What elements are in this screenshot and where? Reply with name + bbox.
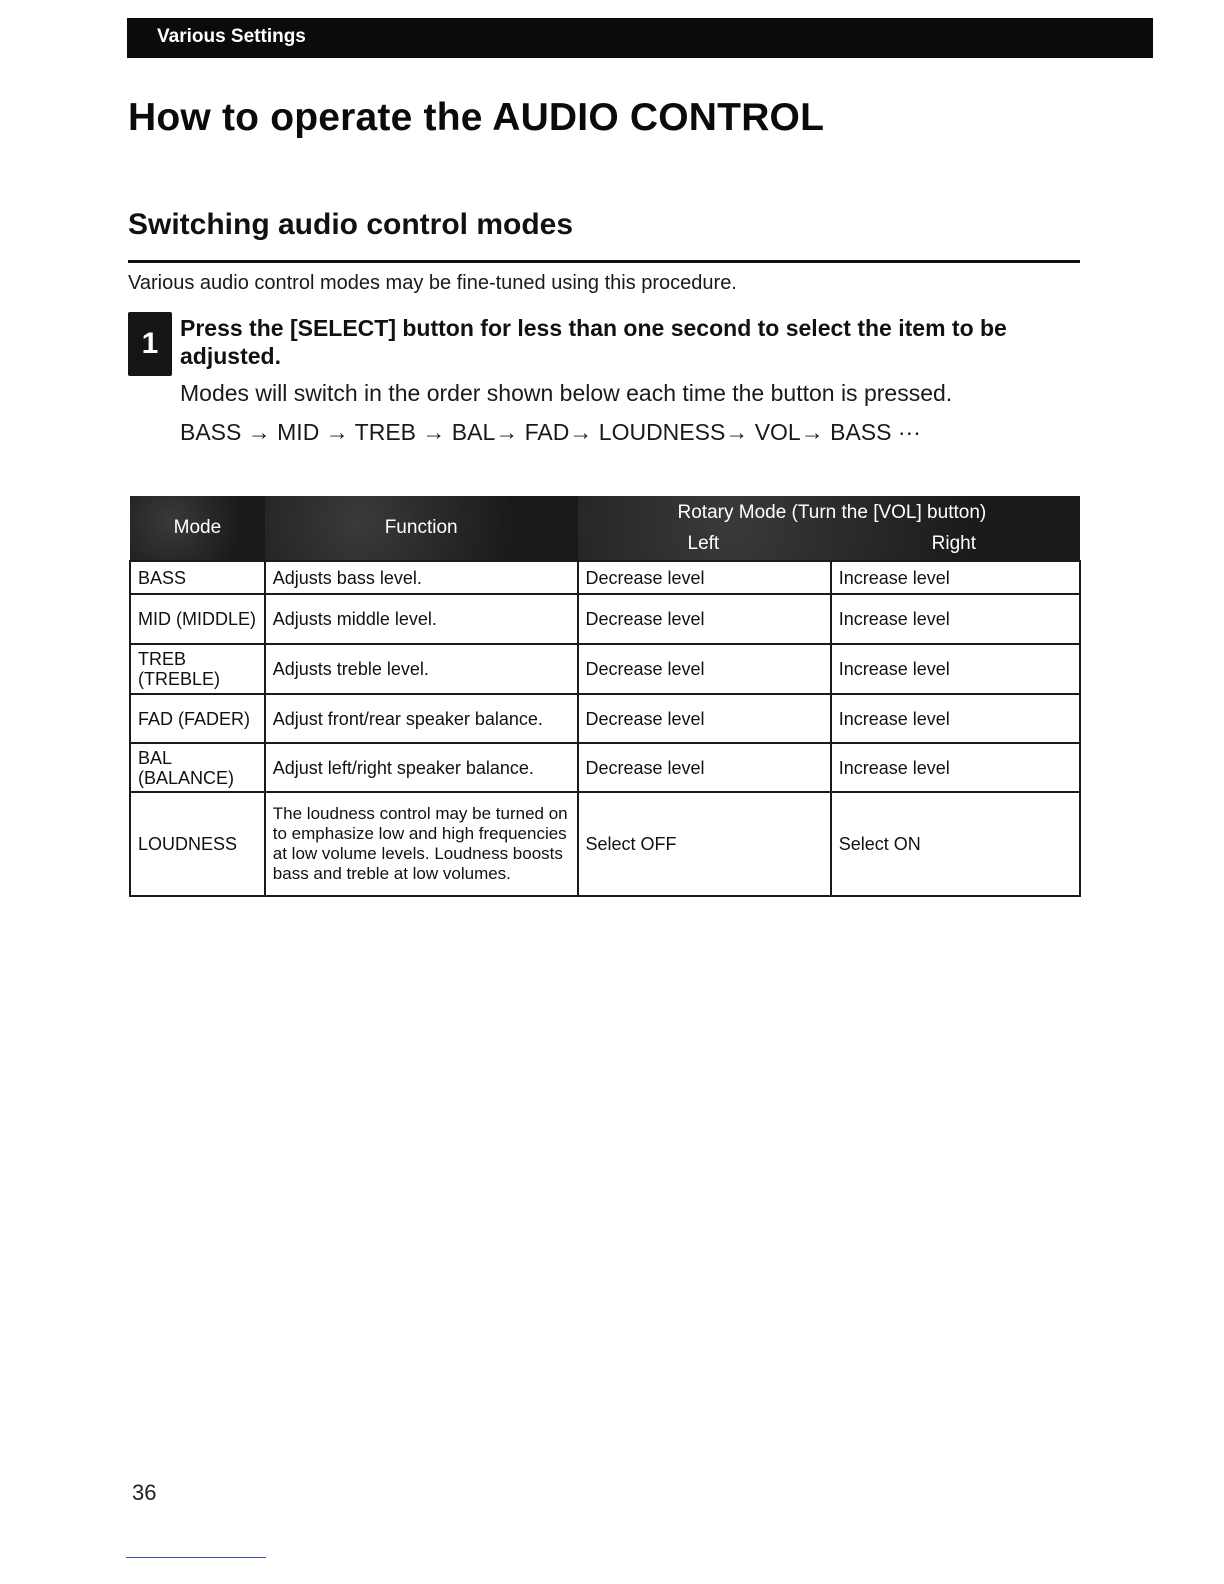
cell-mode: TREB (TREBLE) [130, 644, 265, 694]
cell-left: Select OFF [578, 792, 831, 896]
section-header-bar [127, 18, 1153, 58]
header-left: Left [687, 533, 720, 554]
intro-text: Various audio control modes may be fine-tuned using this procedure. [128, 272, 737, 294]
header-right: Right [931, 533, 976, 554]
table-row [130, 561, 1080, 594]
cell-function: Adjusts treble level. [265, 644, 578, 694]
cell-right: Increase level [831, 561, 1080, 594]
cell-mode: FAD (FADER) [130, 694, 265, 743]
step-title: Press the [SELECT] button for less than one second to select the item to be adjusted. [180, 315, 1007, 369]
section-heading: Switching audio control modes [128, 208, 574, 241]
header-mode: Mode [130, 496, 265, 561]
cell-mode: LOUDNESS [130, 792, 265, 896]
cell-right: Increase level [831, 594, 1080, 644]
page-number: 36 [132, 1480, 157, 1505]
header-function: Function [265, 496, 578, 561]
cell-left: Decrease level [578, 694, 831, 743]
cell-function: Adjusts middle level. [265, 594, 578, 644]
cell-right: Increase level [831, 644, 1080, 694]
page-title: How to operate the AUDIO CONTROL [128, 96, 825, 139]
table-row [130, 694, 1080, 743]
cell-mode: BAL (BALANCE) [130, 743, 265, 792]
table-row [130, 743, 1080, 792]
table-header-row [130, 496, 1080, 561]
cell-mode: BASS [130, 561, 265, 594]
cell-function: The loudness control may be turned on to emphasize low and high frequencies at low volume levels. Loudness boosts bass and treble at low volumes. [265, 792, 578, 896]
cell-right: Select ON [831, 792, 1080, 896]
cell-left: Decrease level [578, 743, 831, 792]
step-number-badge: 1 [128, 312, 172, 376]
step-description: Modes will switch in the order shown below each time the button is pressed. [180, 380, 953, 406]
table-row [130, 594, 1080, 644]
section-label: Various Settings [157, 26, 306, 47]
cell-right: Increase level [831, 694, 1080, 743]
table-row [130, 644, 1080, 694]
header-rotary-mode [578, 496, 1081, 561]
cell-function: Adjust left/right speaker balance. [265, 743, 578, 792]
cell-right: Increase level [831, 743, 1080, 792]
cell-mode: MID (MIDDLE) [130, 594, 265, 644]
table-row [130, 792, 1080, 896]
cell-function: Adjust front/rear speaker balance. [265, 694, 578, 743]
audio-settings-table [129, 496, 1081, 897]
cell-left: Decrease level [578, 561, 831, 594]
cell-left: Decrease level [578, 644, 831, 694]
footer-divider [126, 1557, 266, 1558]
header-rotary-title: Rotary Mode (Turn the [VOL] button) [677, 502, 987, 523]
cell-function: Adjusts bass level. [265, 561, 578, 594]
mode-sequence: BASS → MID → TREB → BAL→ FAD→ LOUDNESS→ VOL→ BASS ··· [180, 419, 921, 445]
cell-left: Decrease level [578, 594, 831, 644]
heading-divider [128, 260, 1080, 263]
